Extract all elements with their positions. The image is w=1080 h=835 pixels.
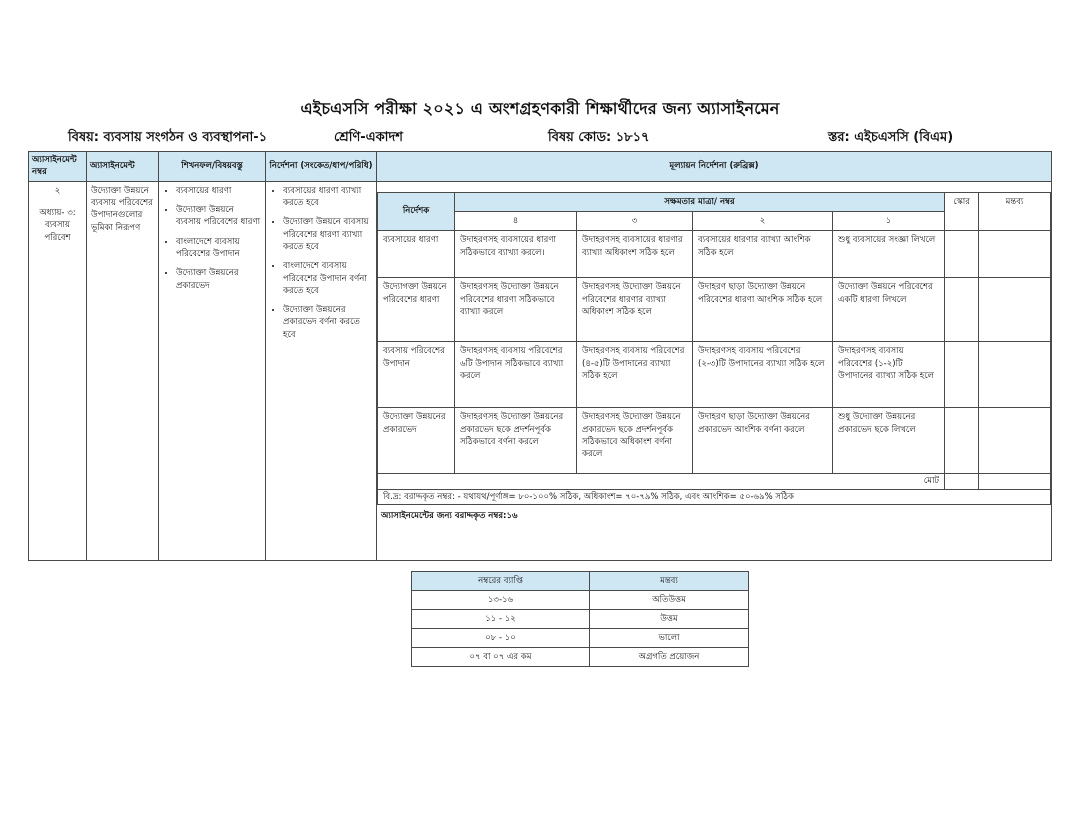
rubric-cell-text: উদাহরণসহ উদ্যোক্তা উন্নয়নে পরিবেশের ধারণা সঠিকভাবে ব্যাখ্যা করলে (455, 278, 577, 342)
grade-row (412, 648, 749, 667)
rubric-score-cell (945, 231, 979, 278)
outcome-item: • উদ্যোক্তা উন্নয়নে ব্যবসায় পরিবেশের ধারণা (176, 204, 261, 229)
class-label: শ্রেণি-একাদশ (334, 130, 403, 145)
rubric-remark-cell (979, 408, 1051, 474)
header-assignment-no: অ্যাসাইনমেন্ট নম্বর (29, 152, 87, 182)
rubric-table (377, 192, 1051, 505)
rubric-remark-header: মন্তব্য (979, 192, 1051, 231)
assignment-table-header (29, 152, 1052, 182)
instruction-item: • উদ্যোক্তা উন্নয়নে ব্যবসায় পরিবেশের ধারণা ব্যাখ্যা করতে হবে (283, 216, 372, 253)
subject-code-label: বিষয় কোড: ১৮১৭ (548, 130, 650, 145)
rubric-cell-text: উদাহরণসহ ব্যবসায় পরিবেশের (১-২)টি উপাদানের ব্যাখ্যা সঠিক হলে (833, 342, 945, 408)
grade-remark-header: মন্তব্য (590, 572, 749, 591)
rubric-row (378, 408, 1051, 474)
rubric-header-row (378, 192, 1051, 211)
rubric-total-row (378, 474, 1051, 489)
rubric-score-cell (945, 342, 979, 408)
assignment-text: উদ্যোক্তা উন্নয়নে ব্যবসায় পরিবেশের উপাদানগুলোর ভূমিকা নিরূপণ (87, 181, 159, 560)
rubric-indicator: ব্যবসায় পরিবেশের উপাদান (378, 342, 455, 408)
outcomes-list (163, 185, 261, 292)
rubric-cell-text: উদাহরণসহ উদ্যোক্তা উন্নয়নের প্রকারভেদ ছকে প্রদর্শনপূর্বক সঠিকভাবে বর্ণনা করলে (455, 408, 577, 474)
rubric-row (378, 231, 1051, 278)
instruction-item: • বাংলাদেশে ব্যবসায় পরিবেশের উপাদান বর্ণনা করতে হবে (283, 260, 372, 297)
grade-remark: ভালো (590, 629, 749, 648)
rubric-cell-text: উদাহরণসহ উদ্যোক্তা উন্নয়নে প্রকারভেদ ছকে প্রদর্শনপূর্বক সঠিকভাবে অধিকাংশ বর্ণনা করলে (577, 408, 693, 474)
rubric-indicator: উদ্যোগক্তা উন্নয়নে পরিবেশের ধারণা (378, 278, 455, 342)
chapter-label: অধ্যায়- ৩: ব্যবসায় পরিবেশ (39, 207, 76, 243)
grade-remark: উত্তম (590, 610, 749, 629)
rubric-score-cell (945, 408, 979, 474)
rubric-cell-text: শুধু ব্যবসায়ের সংজ্ঞা লিখলে (833, 231, 945, 278)
instruction-item: • উদ্যোক্তা উন্নয়নের প্রকারভেদ বর্ণনা করতে হবে (283, 304, 372, 341)
rubric-indicator-header: নির্দেশক (378, 192, 455, 231)
header-instructions: নির্দেশনা (সংকেত/ধাপ/পরিধি) (266, 152, 377, 182)
rubric-note: বি.দ্র: বরাদ্দকৃত নম্বর: - যথাযথ/পূর্ণাঙ্গ= ৮০-১০০% সঠিক, অধিকাংশ= ৭০-৭৯% সঠিক, এবং আংশিক= ৫০-৬৯% সঠিক (378, 489, 1051, 504)
rubric-cell-text: উদাহরণসহ ব্যবসায়ের ধারণার ব্যাখ্যা অধিকাংশ সঠিক হলে (577, 231, 693, 278)
grade-range: ১৩-১৬ (412, 591, 590, 610)
header-outcomes: শিখনফল/বিষয়বস্তু (159, 152, 266, 182)
grade-range: ১১ - ১২ (412, 610, 590, 629)
rubric-row (378, 278, 1051, 342)
rubric-cell-text: উদাহরণসহ ব্যবসায় পরিবেশের (২-৩)টি উপাদানের ব্যাখ্যা সঠিক হলে (693, 342, 833, 408)
outcomes-cell (159, 181, 266, 560)
grade-remark: অতিউত্তম (590, 591, 749, 610)
grade-row (412, 629, 749, 648)
grade-row (412, 591, 749, 610)
assignment-row (29, 181, 1052, 560)
assignment-table (28, 151, 1052, 561)
rubric-level: ২ (693, 211, 833, 230)
outcome-item: • উদ্যোক্তা উন্নয়নের প্রকারভেদ (176, 267, 261, 292)
grade-table (411, 571, 749, 667)
rubric-indicator: উদ্যোক্তা উন্নয়নের প্রকারভেদ (378, 408, 455, 474)
rubric-cell-text: উদাহরণসহ ব্যবসায়ের ধারণা সঠিকভাবে ব্যাখ্যা করলে। (455, 231, 577, 278)
instructions-list (270, 185, 372, 341)
rubric-remark-cell (979, 231, 1051, 278)
rubric-score-cell (945, 278, 979, 342)
grade-remark: অগ্রগতি প্রয়োজন (590, 648, 749, 667)
rubric-cell-text: উদাহরণসহ ব্যবসায় পরিবেশের ৬টি উপাদান সঠিকভাবে ব্যাখ্যা করলে (455, 342, 577, 408)
header-evaluation: মূল্যায়ন নির্দেশনা (রুব্রিক্স) (377, 152, 1052, 182)
outcome-item: • ব্যবসায়ের ধারণা (176, 185, 261, 197)
rubric-row (378, 342, 1051, 408)
rubric-cell-text: উদাহরণ ছাড়া উদ্যোক্তা উন্নয়নের প্রকারভেদ আংশিক বর্ণনা করলে (693, 408, 833, 474)
rubric-cell (377, 181, 1052, 560)
outcome-item: • বাংলাদেশে ব্যবসায় পরিবেশের উপাদান (176, 236, 261, 261)
page-title: এইচএসসি পরীক্ষা ২০২১ এ অংশগ্রহণকারী শিক্ষার্থীদের জন্য অ্যাসাইনমেন (300, 99, 780, 118)
rubric-cell-text: উদাহরণ ছাড়া উদ্যোক্তা উন্নয়নে পরিবেশের ধারণা আংশিক সঠিক হলে (693, 278, 833, 342)
grade-range-header: নম্বরের ব্যাপ্তি (412, 572, 590, 591)
rubric-remark-cell (979, 278, 1051, 342)
rubric-competency-header: সক্ষমতার মাত্রা/ নম্বর (455, 192, 945, 211)
rubric-note-row (378, 489, 1051, 504)
instructions-cell (266, 181, 377, 560)
allocated-marks: অ্যাসাইনমেন্টের জন্য বরাদ্দকৃত নম্বর:১৬ (381, 510, 518, 521)
level-label: স্তর: এইচএসসি (বিএম) (828, 130, 954, 145)
grade-table-header (412, 572, 749, 591)
assignment-number-cell (29, 181, 87, 560)
instruction-item: • ব্যবসায়ের ধারণা ব্যাখ্যা করতে হবে (283, 185, 372, 210)
rubric-cell-text: উদাহরণসহ উদ্যোক্তা উন্নয়নে পরিবেশের ধারণার ব্যাখ্যা অধিকাংশ সঠিক হলে (577, 278, 693, 342)
rubric-remark-cell (979, 342, 1051, 408)
rubric-cell-text: উদ্যোক্তা উন্নয়নে পরিবেশের একটি ধারণা লিখলে (833, 278, 945, 342)
header-assignment: অ্যাসাইনমেন্ট (87, 152, 159, 182)
grade-row (412, 610, 749, 629)
assignment-number: ২ (54, 185, 61, 196)
grade-range: ০৭ বা ০৭ এর কম (412, 648, 590, 667)
rubric-level: ৪ (455, 211, 577, 230)
rubric-total-remark (979, 474, 1051, 489)
rubric-score-header: স্কোর (945, 192, 979, 231)
rubric-cell-text: উদাহরণসহ ব্যবসায় পরিবেশের (৪-৫)টি উপাদানের ব্যাখ্যা সঠিক হলে (577, 342, 693, 408)
rubric-cell-text: শুধু উদ্যোক্তা উন্নয়নের প্রকারভেদ ছকে লিখলে (833, 408, 945, 474)
rubric-cell-text: ব্যবসায়ের ধারণার ব্যাখ্যা আংশিক সঠিক হলে (693, 231, 833, 278)
rubric-level: ১ (833, 211, 945, 230)
rubric-total-label: মোট (378, 474, 945, 489)
subject-label: বিষয়: ব্যবসায় সংগঠন ও ব্যবস্থাপনা-১ (68, 130, 268, 145)
grade-range: ০৮ - ১০ (412, 629, 590, 648)
rubric-indicator: ব্যবসায়ের ধারণা (378, 231, 455, 278)
rubric-level: ৩ (577, 211, 693, 230)
rubric-total-score (945, 474, 979, 489)
